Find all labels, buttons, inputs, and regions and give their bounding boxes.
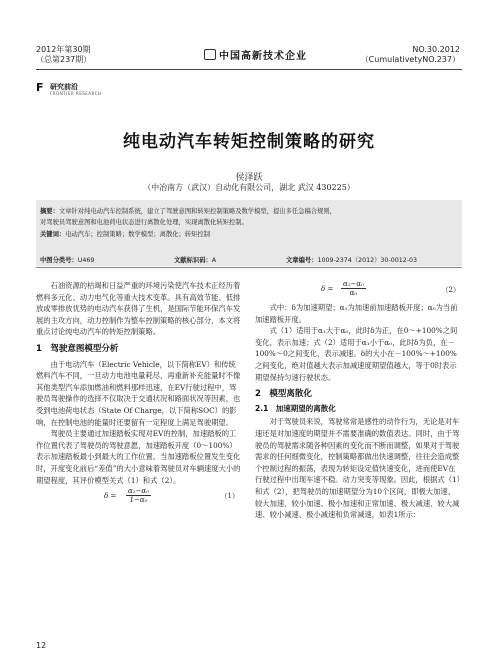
section-1-paragraph-2: 驾驶员主要通过加速踏板实现对EV的控制，加速踏板的工作位置代表了驾驶员的驾驶意愿，加速踏板开度（0～100%）表示加速踏板最小到最大的工作位置。当加速踏板位置发生变化时，开度变化前后“差值”的大小意味着驾驶员对车辆速度大小的期望程度，其评价模型关式（1）和式（2）。: [36, 429, 241, 485]
section-subtitle: FRONTIER RESEARCH: [50, 91, 102, 96]
article-number: [286, 255, 417, 264]
equation-1-numerator: α₁−α₀: [128, 487, 149, 496]
header-divider: [36, 69, 462, 70]
affiliation: （中冶南方（武汉）自动化有限公司，湖北 武汉 430225）: [143, 183, 355, 192]
equation-2-number: （2）: [441, 286, 460, 294]
equation-1: [36, 488, 241, 508]
journal-logo: [204, 47, 307, 62]
abstract-divider: [36, 267, 462, 268]
equation-2: [255, 282, 462, 302]
section-2-1-heading: 2.1 加速期望的离散化: [255, 403, 336, 413]
cls-value: U469: [77, 257, 95, 264]
right-column: [255, 302, 462, 521]
cls-label: 中图分类号：: [40, 257, 78, 264]
journal-issue-left: [36, 45, 91, 65]
equation-1-lhs: δ =: [104, 492, 117, 501]
left-column: [36, 280, 241, 508]
intro-paragraph: 石油资源的枯竭和日益严重的环境污染使汽车技术正经历着燃料多元化、动力电气化等重大技术变革。具有高效节能、低排放或零排放优势的电动汽车获得了生机，是国际节能环保汽车发展的主攻方向，动力控制作为整车控制策略的核心部分，本文将重点讨论纯电动汽车的转矩控制策略。: [36, 281, 241, 337]
equation-2-numerator: α₁−α₀: [343, 280, 364, 288]
journal-logo-icon: [204, 49, 216, 60]
keywords-line: [40, 230, 210, 239]
abstract-line-2: [40, 218, 248, 227]
equation-1-denominator: 1−α₀: [129, 496, 148, 505]
author: 侯泽跃: [235, 173, 263, 183]
page-number: 12: [36, 641, 47, 650]
section-letter: F: [36, 81, 44, 94]
section-name: 研究前沿: [50, 83, 78, 91]
equation-2-fraction: [341, 280, 366, 297]
article-value: 1009-2374（2012）30-0012-03: [317, 257, 418, 264]
equation-2-denominator: α₀: [349, 289, 358, 297]
equation-2-lhs: δ =: [321, 285, 334, 293]
paper-title: 纯电动汽车转矩控制策略的研究: [123, 132, 375, 152]
equation-1-fraction: [126, 487, 151, 504]
journal-name: 中国高新技术企业: [219, 51, 307, 62]
journal-issue-right: [361, 45, 460, 65]
section-2-heading: 2 模型离散化: [255, 389, 312, 400]
cls-number: [40, 255, 94, 264]
equation-1-number: （1）: [220, 492, 239, 501]
section-1-paragraph-1: 由于电动汽车（Electric Vehicle，以下简称EV）和传统燃料汽车不同，一旦动力电池电量耗尽，再重新补充能量时不像其他类型汽车添加燃油和燃料那样迅速，在EV行驶过程中，驾驶员驾驶操作的选择不仅取决于交通状况和路面状况等因素，也受到电池荷电状态（State Of Charge，以下简称SOC）的影响，在控制电池的能量时还要留有一定程度上满足驾驶期望。: [36, 359, 241, 427]
doc-label: 文献标识码：: [174, 257, 212, 264]
issue-number: 2012年第30期: [36, 45, 91, 54]
cumulative-issue: （总第237期）: [36, 55, 92, 64]
section-2-1-paragraph: 对于驾驶员来说，驾驶常常是感性的动作行为，无论是对车速还是对加速度的期望并不需要准确的数值表达。同时，由于驾驶员的驾驶需求随各种因素的变化而不断而调整，如果对于驾驶需求的任何细微变化，控制策略都做出快速调整，往往会造成整个控制过程的振荡，表现为转矩设定值快速变化，进而使EV在行驶过程中出现车速不稳。动力突变等现象。因此，根据式（1）和式（2），把驾驶员的加速期望分为10个区间，即极大加速、较大加速、较小加速、极小加速和正常加速、极大减速、较大减速、较小减速、极小减速和负常减速，如表1所示：: [255, 417, 461, 520]
doc-value: A: [211, 257, 217, 264]
abstract-text-2: 对驾驶员驾驶意图和电池荷电状态进行离散化处理，实现离散化转矩控制。: [40, 219, 248, 226]
doc-code: [174, 255, 216, 264]
cumulative-issue-en: （CumulativetyNO.237）: [360, 55, 460, 64]
section-1-heading: 1 驾驶意图模型分析: [36, 343, 119, 354]
equation-discussion: 式（1）适用于α₁大于α₀，此时δ为正，在0～+100%之间变化，表示加速；式（2）适用于α₁小于α₀，此时δ为负，在－100%～0之间变化，表示减速。δ的大小在－100%～+100%之间变化，绝对值越大表示加减速度期望值越大，等于0时表示期望保持匀速行驶状态。: [255, 326, 458, 382]
abstract-label: 摘要：: [40, 208, 59, 215]
article-label: 文章编号：: [286, 257, 318, 264]
abstract-line-1: [40, 207, 336, 216]
equation-explanation: 式中：δ为加速期望；α₁为加速前加速踏板开度；α₀为当前加速踏板开度。: [255, 303, 458, 324]
keywords: 电动汽车；控制策略；数学模型；离散化；转矩控制: [65, 231, 211, 238]
abstract-text-1: 文章针对纯电动汽车控制系统，建立了驾驶意图和转矩控制策略及数学模型，提出多任急稿合规则，: [58, 208, 336, 215]
keywords-label: 关键词：: [40, 231, 66, 238]
issue-number-en: NO.30.2012: [412, 45, 460, 54]
